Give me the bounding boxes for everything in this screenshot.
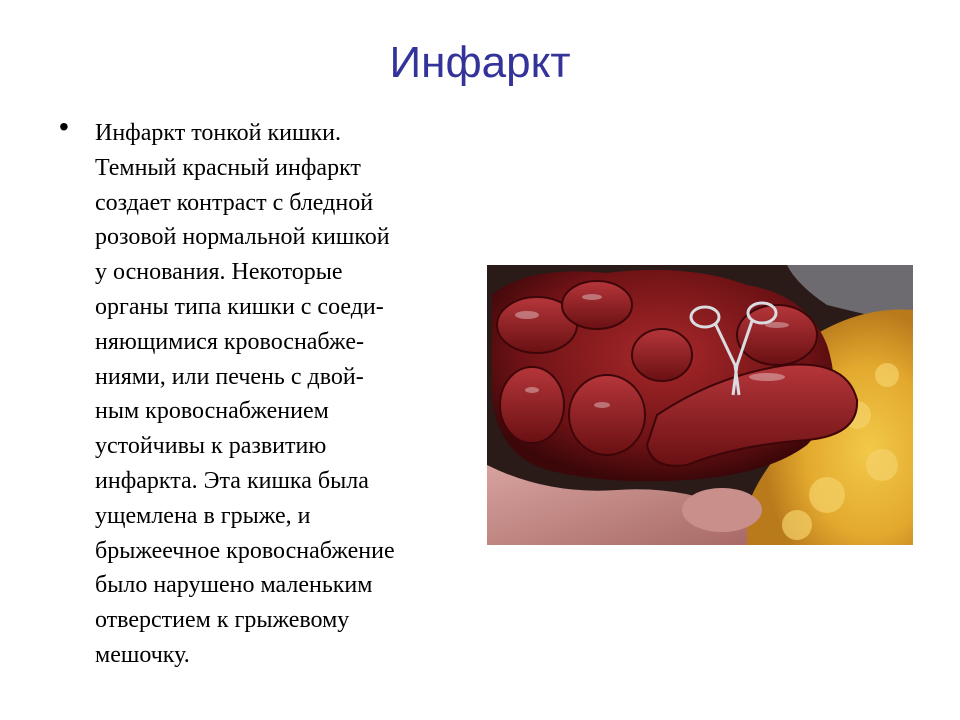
text-line: ным кровоснабжением xyxy=(95,398,329,425)
text-line: ущемлена в грыже, и xyxy=(95,502,311,529)
text-line: мешочку. xyxy=(95,641,190,668)
text-line: ниями, или печень с двой- xyxy=(95,363,364,390)
intestine-photo xyxy=(487,265,913,545)
text-line: инфаркта. Эта кишка была xyxy=(95,467,369,494)
text-line: органы типа кишки с соеди- xyxy=(95,293,384,320)
text-line: отверстием к грыжевому xyxy=(95,607,350,634)
slide-title: Инфаркт xyxy=(389,38,571,87)
text-line: розовой нормальной кишкой xyxy=(95,224,390,251)
text-line: Темный красный инфаркт xyxy=(95,154,361,181)
text-line: у основания. Некоторые xyxy=(95,259,343,286)
text-line: устойчивы к развитию xyxy=(95,433,327,460)
text-line: было нарушено маленьким xyxy=(95,572,373,599)
bullet-icon: • xyxy=(59,111,69,142)
text-line: Инфаркт тонкой кишки. xyxy=(95,120,341,146)
text-line: няющимися кровоснабже- xyxy=(95,328,364,355)
text-line: создает контраст с бледной xyxy=(95,189,374,216)
text-line: брыжеечное кровоснабжение xyxy=(95,537,395,564)
bullet-text xyxy=(95,116,475,673)
